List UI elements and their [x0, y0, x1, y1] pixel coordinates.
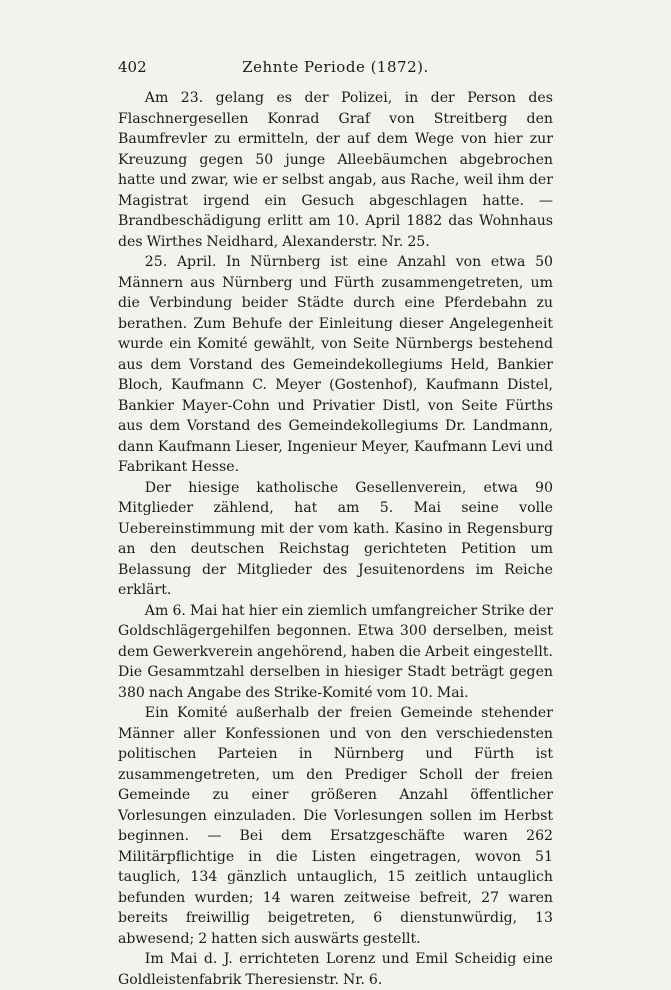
paragraph: Im Mai d. J. errichteten Lorenz und Emil Scheidig eine Goldleistenfabrik Theresienstr. Nr. 6. [118, 951, 553, 988]
paragraph: Am 6. Mai hat hier ein ziemlich umfangreicher Strike der Goldschlägergehilfen begonnen. Etwa 300 derselben, meist dem Gewerkverein angehörend, haben die Arbeit eingestellt. Die Gesammtzahl derselben in hiesiger Stadt beträgt gegen 380 nach Angabe des Strike-Komité vom 10. Mai. [118, 602, 553, 701]
page-number: 402 [118, 58, 147, 76]
paragraph: Der hiesige katholische Gesellenverein, etwa 90 Mitglieder zählend, hat am 5. Mai seine volle Uebereinstimmung mit der vom kath. Kasino in Regensburg an den deutschen Reichstag gerichteten Petition um Belassung der Mitglieder des Jesuitenordens im Reiche erklärt. [118, 479, 553, 598]
paragraph: Am 23. gelang es der Polizei, in der Person des Flaschnergesellen Konrad Graf von Streitberg den Baumfrevler zu ermitteln, der auf dem Wege von hier zur Kreuzung gegen 50 junge Alleebäumchen abgebrochen hatte und zwar, wie er selbst angab, aus Rache, weil ihm der Magistrat irgend ein Gesuch abgeschlagen hatte. — Brandbeschädigung erlitt am 10. April 1882 das Wohnhaus des Wirthes Neidhard, Alexanderstr. Nr. 25. [118, 90, 553, 250]
page-header [118, 56, 553, 78]
paragraph: Ein Komité außerhalb der freien Gemeinde stehender Männer aller Konfessionen und von den verschiedensten politischen Parteien in Nürnberg und Fürth ist zusammengetreten, um den Prediger Scholl der freien Gemeinde zu einer größeren Anzahl öffentlicher Vorlesungen einzuladen. Die Vorlesungen sollen im Herbst beginnen. — Bei dem Ersatzgeschäfte waren 262 Militärpflichtige in die Listen eingetragen, wovon 51 tauglich, 134 gänzlich untauglich, 15 zeitlich untauglich befunden wurden; 14 waren zeitweise befreit, 27 waren bereits freiwillig beigetreten, 6 dienstunwürdig, 13 abwesend; 2 hatten sich auswärts gestellt. [118, 705, 553, 947]
running-head: Zehnte Periode (1872). [242, 58, 429, 76]
paragraph: 25. April. In Nürnberg ist eine Anzahl von etwa 50 Männern aus Nürnberg und Fürth zusammengetreten, um die Verbindung beider Städte durch eine Pferdebahn zu berathen. Zum Behufe der Einleitung dieser Angelegenheit wurde ein Komité gewählt, von Seite Nürnbergs bestehend aus dem Vorstand des Gemeindekollegiums Held, Bankier Bloch, Kaufmann C. Meyer (Gostenhof), Kaufmann Distel, Bankier Mayer-Cohn und Privatier Distl, von Seite Fürths aus dem Vorstand des Gemeindekollegiums Dr. Landmann, dann Kaufmann Lieser, Ingenieur Meyer, Kaufmann Levi und Fabrikant Hesse. [118, 254, 553, 475]
body-text [118, 88, 553, 990]
